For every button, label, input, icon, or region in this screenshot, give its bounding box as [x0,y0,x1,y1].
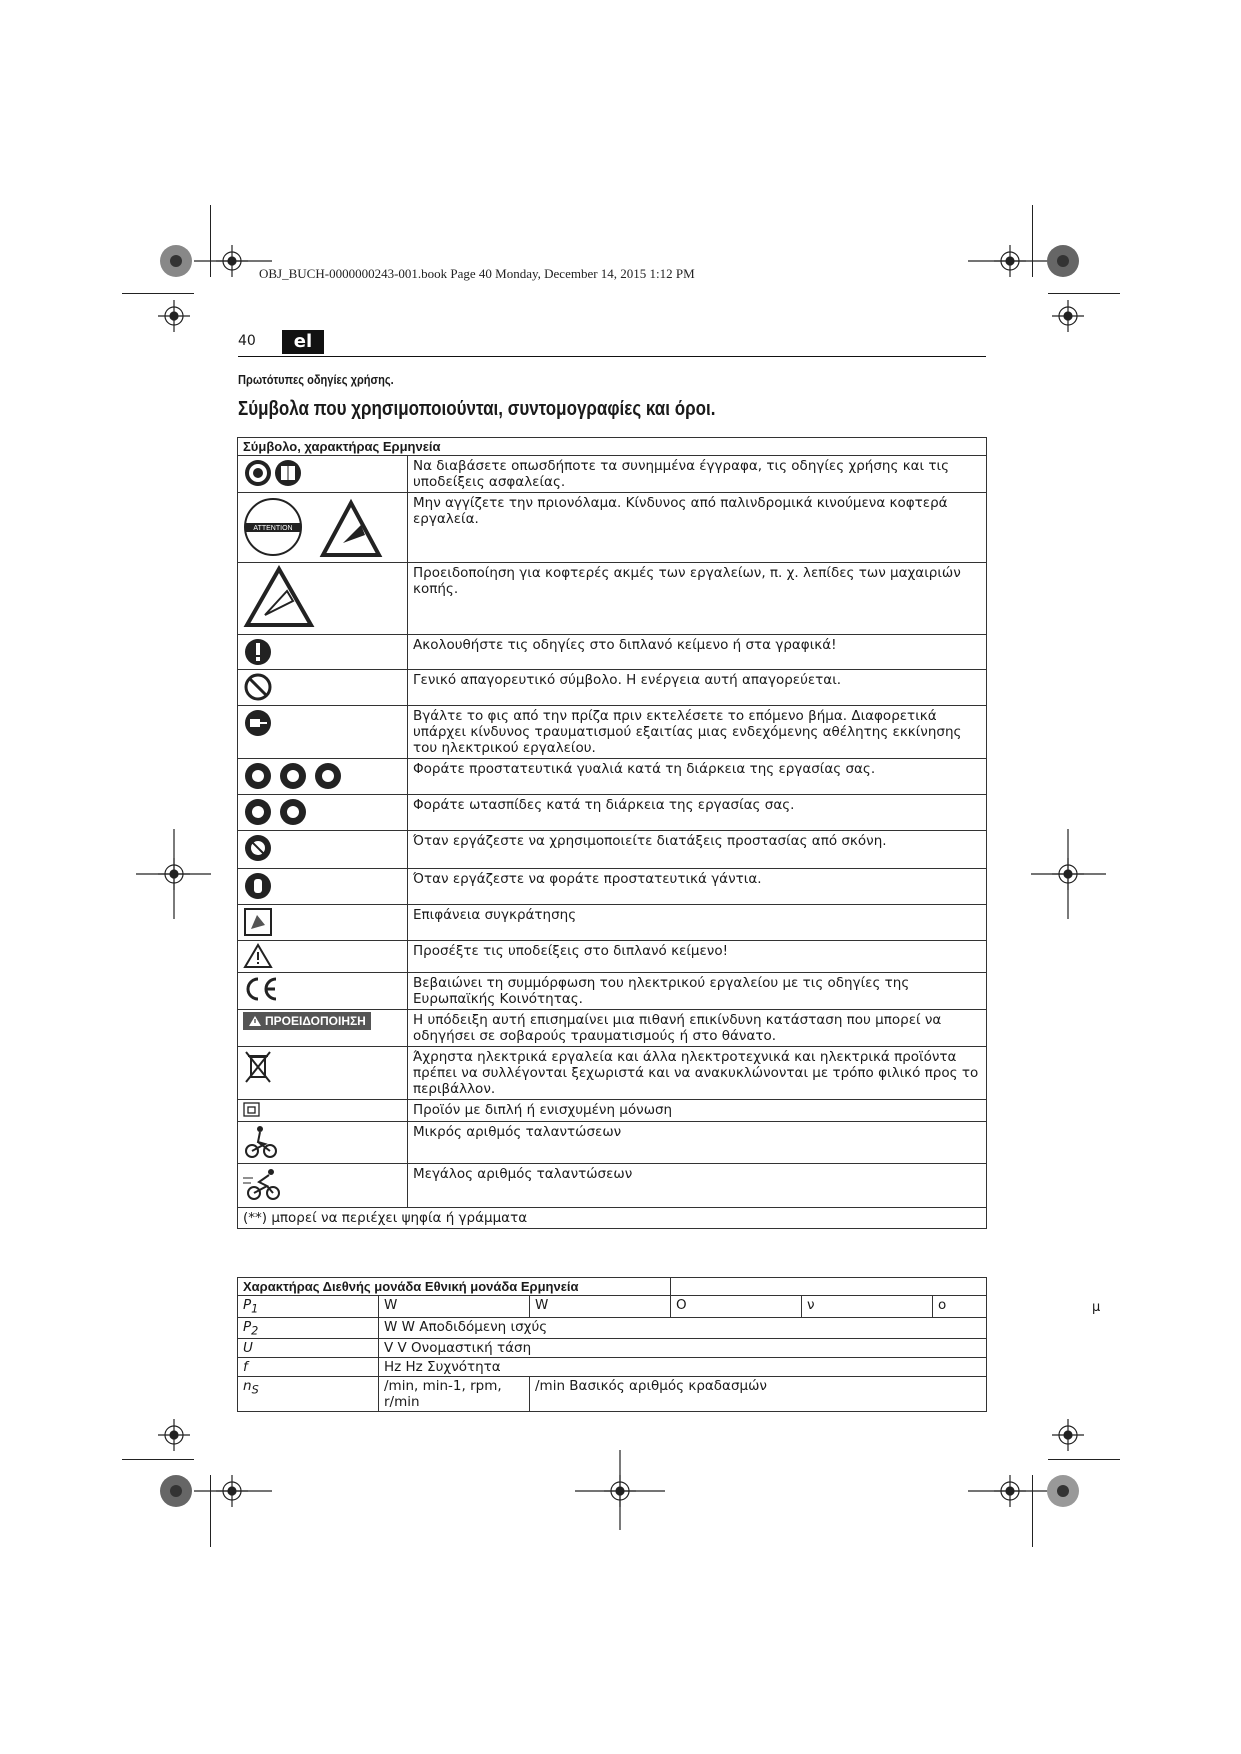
icon-cell [238,706,408,759]
table-row [238,456,987,493]
char-cell: W [530,1296,671,1318]
row-text: Μην αγγίζετε την πριονόλαμα. Κίνδυνος από παλινδρομικά κινούμενα κοφτερά εργαλεία. [408,493,987,563]
row-text: Μικρός αριθμός ταλαντώσεων [408,1122,987,1164]
table-row [238,1047,987,1100]
page-number: 40 [238,333,256,349]
char-symbol: f [238,1358,379,1377]
row-text: Μεγάλος αριθμός ταλαντώσεων [408,1164,987,1208]
fast-cyclist-icon [243,1166,283,1202]
row-text: Βγάλτε το φις από την πρίζα πριν εκτελέσετε το επόμενο βήμα. Διαφορετικά υπάρχει κίνδυνος τραυματισμού εξαιτίας μιας ενδεχόμενης αθέλητης εκκίνησης του ηλεκτρικού εργαλείου. [408,706,987,759]
warning-badge-label: ΠΡΟΕΙΔΟΠΟΙΗΣΗ [265,1014,366,1028]
weee-bin-icon [243,1049,273,1085]
table-row [238,1339,987,1358]
char-cell: Ο [671,1296,802,1318]
icon-cell [238,973,408,1010]
icon-cell [238,1122,408,1164]
ce-mark-icon [243,975,279,1003]
char-cell: ο [933,1296,987,1318]
icon-cell [238,1010,408,1047]
ear-protection-icon [243,797,308,827]
characters-table [237,1277,987,1412]
row-text: Όταν εργάζεστε να χρησιμοποιείτε διατάξεις προστασίας από σκόνη. [408,831,987,869]
chars-table-header [238,1278,987,1296]
table-row [238,941,987,973]
table-row [238,706,987,759]
table-row [238,1164,987,1208]
row-text: Προϊόν με διπλή ή ενισχυμένη μόνωση [408,1100,987,1122]
char-symbol: U [238,1339,379,1358]
char-cell: V V Ονομαστική τάση [379,1339,987,1358]
icon-cell [238,831,408,869]
row-text: Γενικό απαγορευτικό σύμβολο. Η ενέργεια αυτή απαγορεύεται. [408,670,987,706]
icon-cell [238,1100,408,1122]
language-tab: el [282,330,324,354]
table-row [238,795,987,831]
sharp-edges-warning-icon [243,565,315,629]
symbols-header-cell: Σύμβολο, χαρακτήρας Ερμηνεία [238,438,987,456]
icon-cell [238,563,408,635]
slow-cyclist-icon [243,1124,279,1160]
gloves-icon [243,871,273,901]
double-insulation-icon [243,1102,261,1118]
warning-badge-icon [243,1012,371,1030]
chars-header-cell: Χαρακτήρας Διεθνής μονάδα Εθνική μονάδα Ερμηνεία [238,1278,671,1296]
table-row [238,759,987,795]
table-row [238,1317,987,1339]
row-text: Όταν εργάζεστε να φοράτε προστατευτικά γάντια. [408,869,987,905]
char-cell: /min, min-1, rpm, r/min [379,1377,530,1412]
char-cell: W W Αποδιδόμενη ισχύς [379,1317,987,1339]
char-cell: Hz Hz Συχνότητα [379,1358,987,1377]
icon-cell [238,456,408,493]
icon-cell [238,905,408,941]
table-row [238,1377,987,1412]
char-symbol: $n_S$ [238,1377,379,1412]
unplug-icon [243,708,273,738]
row-text: Επιφάνεια συγκράτησης [408,905,987,941]
goggles-icon [243,761,343,791]
icon-cell [238,1047,408,1100]
table-row [238,1122,987,1164]
icon-cell [238,493,408,563]
char-cell: W [379,1296,530,1318]
exclamation-icon [243,637,273,667]
char-symbol: $P_1$ [238,1296,379,1318]
table-row [238,563,987,635]
dust-mask-icon [243,833,273,863]
icon-cell [238,1164,408,1208]
symbols-footnote: (**) μπορεί να περιέχει ψηφία ή γράμματα [238,1208,987,1229]
stray-character: μ [1092,1300,1101,1315]
icon-cell [238,869,408,905]
row-text: Άχρηστα ηλεκτρικά εργαλεία και άλλα ηλεκτροτεχνικά και ηλεκτρικά προϊόντα πρέπει να συλλέγονται ξεχωριστά και να ανακυκλώνονται με τρόπο φιλικό προς το περιβάλλον. [408,1047,987,1100]
page-subtitle: Πρωτότυπες οδηγίες χρήσης. [238,372,394,387]
char-symbol: $P_2$ [238,1317,379,1339]
icon-cell [238,941,408,973]
row-text: Βεβαιώνει τη συμμόρφωση του ηλεκτρικού εργαλείου με τις οδηγίες της Ευρωπαϊκής Κοινότητας. [408,973,987,1010]
blade-attention-icon [243,495,388,559]
row-text: Προσέξτε τις υποδείξεις στο διπλανό κείμενο! [408,941,987,973]
chars-header-empty [671,1278,987,1296]
row-text: Προειδοποίηση για κοφτερές ακμές των εργαλείων, π. χ. λεπίδες των μαχαιριών κοπής. [408,563,987,635]
icon-cell [238,795,408,831]
table-row [238,493,987,563]
row-text: Να διαβάσετε οπωσδήποτε τα συνημμένα έγγραφα, τις οδηγίες χρήσης και τις υποδείξεις ασφαλείας. [408,456,987,493]
row-text: Φοράτε ωτασπίδες κατά τη διάρκεια της εργασίας σας. [408,795,987,831]
symbols-table [237,437,987,1229]
table-row [238,831,987,869]
table-row [238,869,987,905]
table-row [238,1010,987,1047]
svg-text:ATTENTION: ATTENTION [253,525,293,532]
icon-cell [238,635,408,670]
row-text: Φοράτε προστατευτικά γυαλιά κατά τη διάρκεια της εργασίας σας. [408,759,987,795]
table-row [238,1358,987,1377]
warning-triangle-icon [248,1015,262,1027]
read-manual-icon [243,458,303,488]
book-info-line: OBJ_BUCH-0000000243-001.book Page 40 Monday, December 14, 2015 1:12 PM [259,266,695,281]
table-row [238,635,987,670]
char-cell: /min Βασικός αριθμός κραδασμών [530,1377,987,1412]
page-title: Σύμβολα που χρησιμοποιούνται, συντομογραφίες και όροι. [238,398,716,420]
icon-cell [238,759,408,795]
table-row [238,1296,987,1318]
prohibition-icon [243,672,273,702]
table-row [238,670,987,706]
table-row [238,905,987,941]
row-text: Η υπόδειξη αυτή επισημαίνει μια πιθανή επικίνδυνη κατάσταση που μπορεί να οδηγήσει σε σοβαρούς τραυματισμούς ή στο θάνατο. [408,1010,987,1047]
icon-cell [238,670,408,706]
table-row [238,1208,987,1229]
table-row [238,973,987,1010]
row-text: Ακολουθήστε τις οδηγίες στο διπλανό κείμενο ή στα γραφικά! [408,635,987,670]
symbols-table-header [238,438,987,456]
header-rule [238,356,986,357]
table-row [238,1100,987,1122]
char-cell: ν [802,1296,933,1318]
warning-triangle-icon [243,943,273,969]
grip-surface-icon [243,907,273,937]
